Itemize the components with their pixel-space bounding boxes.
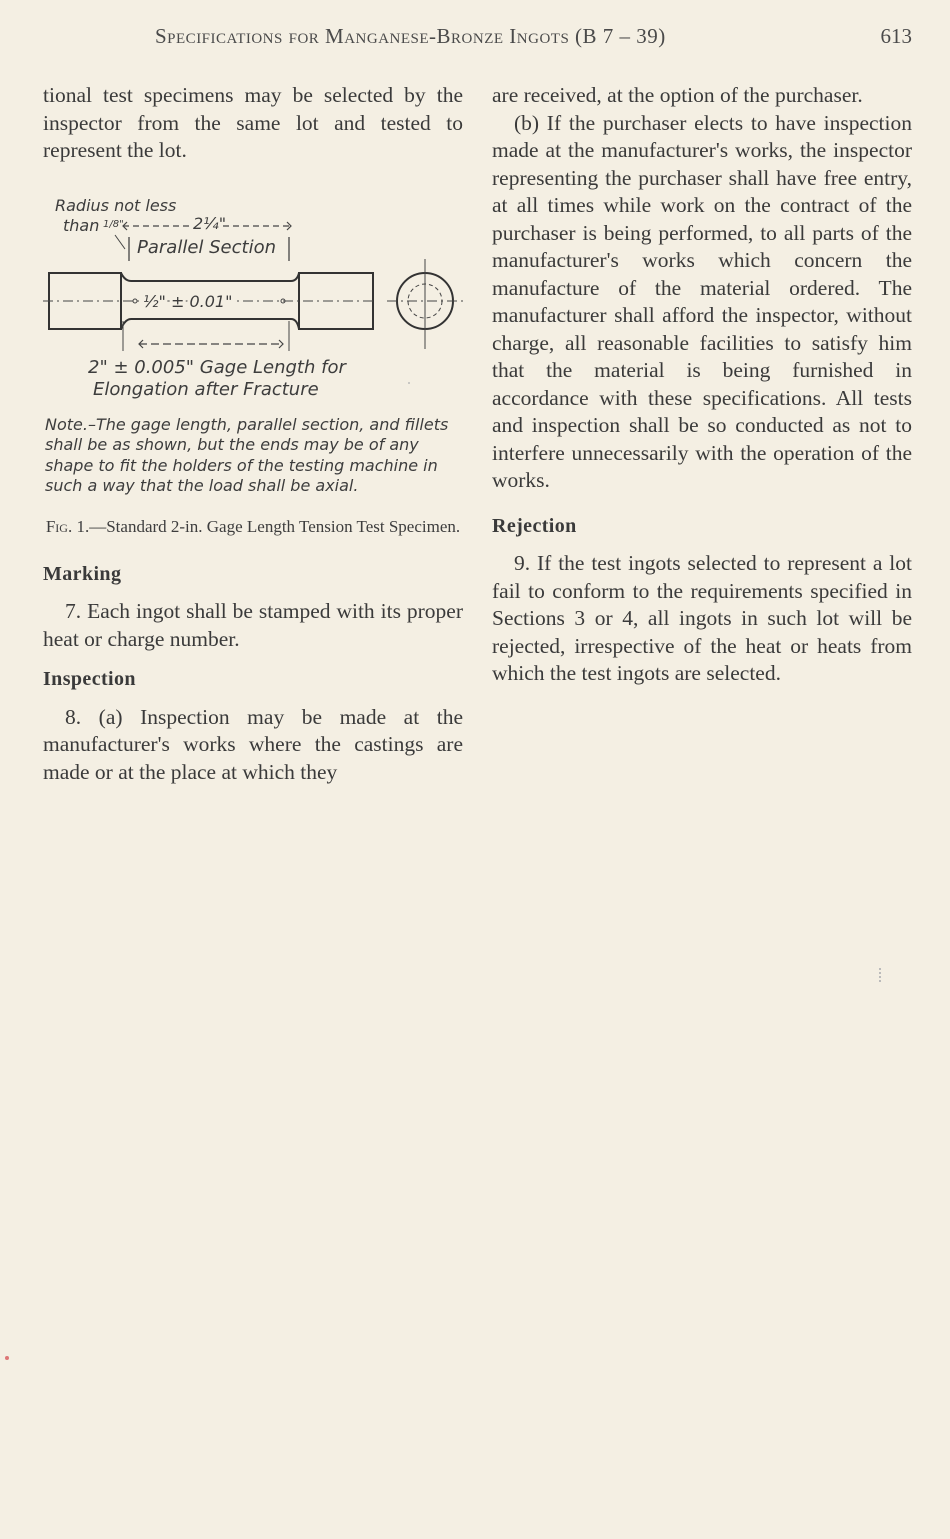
figure-caption	[43, 517, 463, 537]
specimen-bottom-edge	[121, 319, 299, 329]
speck	[408, 382, 410, 384]
figure-note: Note.–The gage length, parallel section, and fillets shall be as shown, but the ends may be of any shape to fit the holders of the testing machine in such a way that the load shall be axial.	[45, 414, 449, 495]
heading-rejection: Rejection	[492, 514, 577, 537]
figure-tension-specimen	[43, 191, 463, 551]
paragraph-marking: 7. Each ingot shall be stamped with its proper heat or charge number.	[43, 599, 463, 651]
paragraph-continued: are received, at the option of the purchaser.	[492, 83, 863, 107]
leader-radius	[115, 235, 125, 249]
label-diameter: ½" ± 0.01"	[143, 291, 233, 311]
page-header	[0, 24, 950, 54]
heading-marking: Marking	[43, 562, 122, 585]
speck	[5, 1356, 9, 1360]
figure-caption-label: Fig. 1.	[45, 516, 90, 536]
right-column	[492, 82, 912, 688]
label-gage-2: Elongation after Fracture	[93, 378, 319, 400]
paragraph-intro: tional test specimens may be selected by the inspector from the same lot and tested to represent the lot.	[43, 83, 463, 162]
paragraph-inspection-b: (b) If the purchaser elects to have inspection made at the manufacturer's works, the inspector representing the purchaser shall have free entry, at all times while work on the contract of the purchaser is being performed, to all parts of the manufacturer's works which concern the manufacture of the material ordered. The manufacturer shall afford the inspector, without charge, all reasonable facilities to satisfy him that the material is being furnished in accordance with these specifications. All tests and inspection shall be so conducted as not to interfere unnecessarily with the operation of the works.	[492, 110, 912, 492]
arrow-gage-right	[279, 340, 283, 348]
paragraph-rejection: 9. If the test ingots selected to represent a lot fail to conform to the requirements specified in Sections 3 or 4, all ingots in such lot will be rejected, irrespective of the heat or heats from which the test ingots are selected.	[492, 551, 912, 685]
label-radius-2: than	[63, 215, 100, 235]
label-radius-1: Radius not less	[55, 195, 177, 215]
left-column	[43, 82, 463, 786]
specimen-diagram	[43, 191, 463, 411]
running-title: Specifications for Manganese-Bronze Ingots (B 7 – 39)	[155, 24, 666, 48]
figure-caption-text: —Standard 2-in. Gage Length Tension Test Specimen.	[89, 516, 461, 536]
paragraph-inspection-a: 8. (a) Inspection may be made at the manufacturer's works where the castings are made or at the place at which they	[43, 704, 463, 784]
label-length-2-25: 2¼"	[193, 213, 227, 233]
speck	[879, 968, 883, 982]
page-number: 613	[880, 24, 912, 48]
label-parallel: Parallel Section	[137, 236, 276, 258]
specimen-top-edge	[121, 273, 299, 281]
label-radius-fraction: 1/8"	[103, 218, 124, 230]
heading-inspection: Inspection	[43, 668, 136, 690]
gage-mark-left	[133, 299, 137, 303]
label-gage-1: 2" ± 0.005" Gage Length for	[88, 356, 346, 378]
